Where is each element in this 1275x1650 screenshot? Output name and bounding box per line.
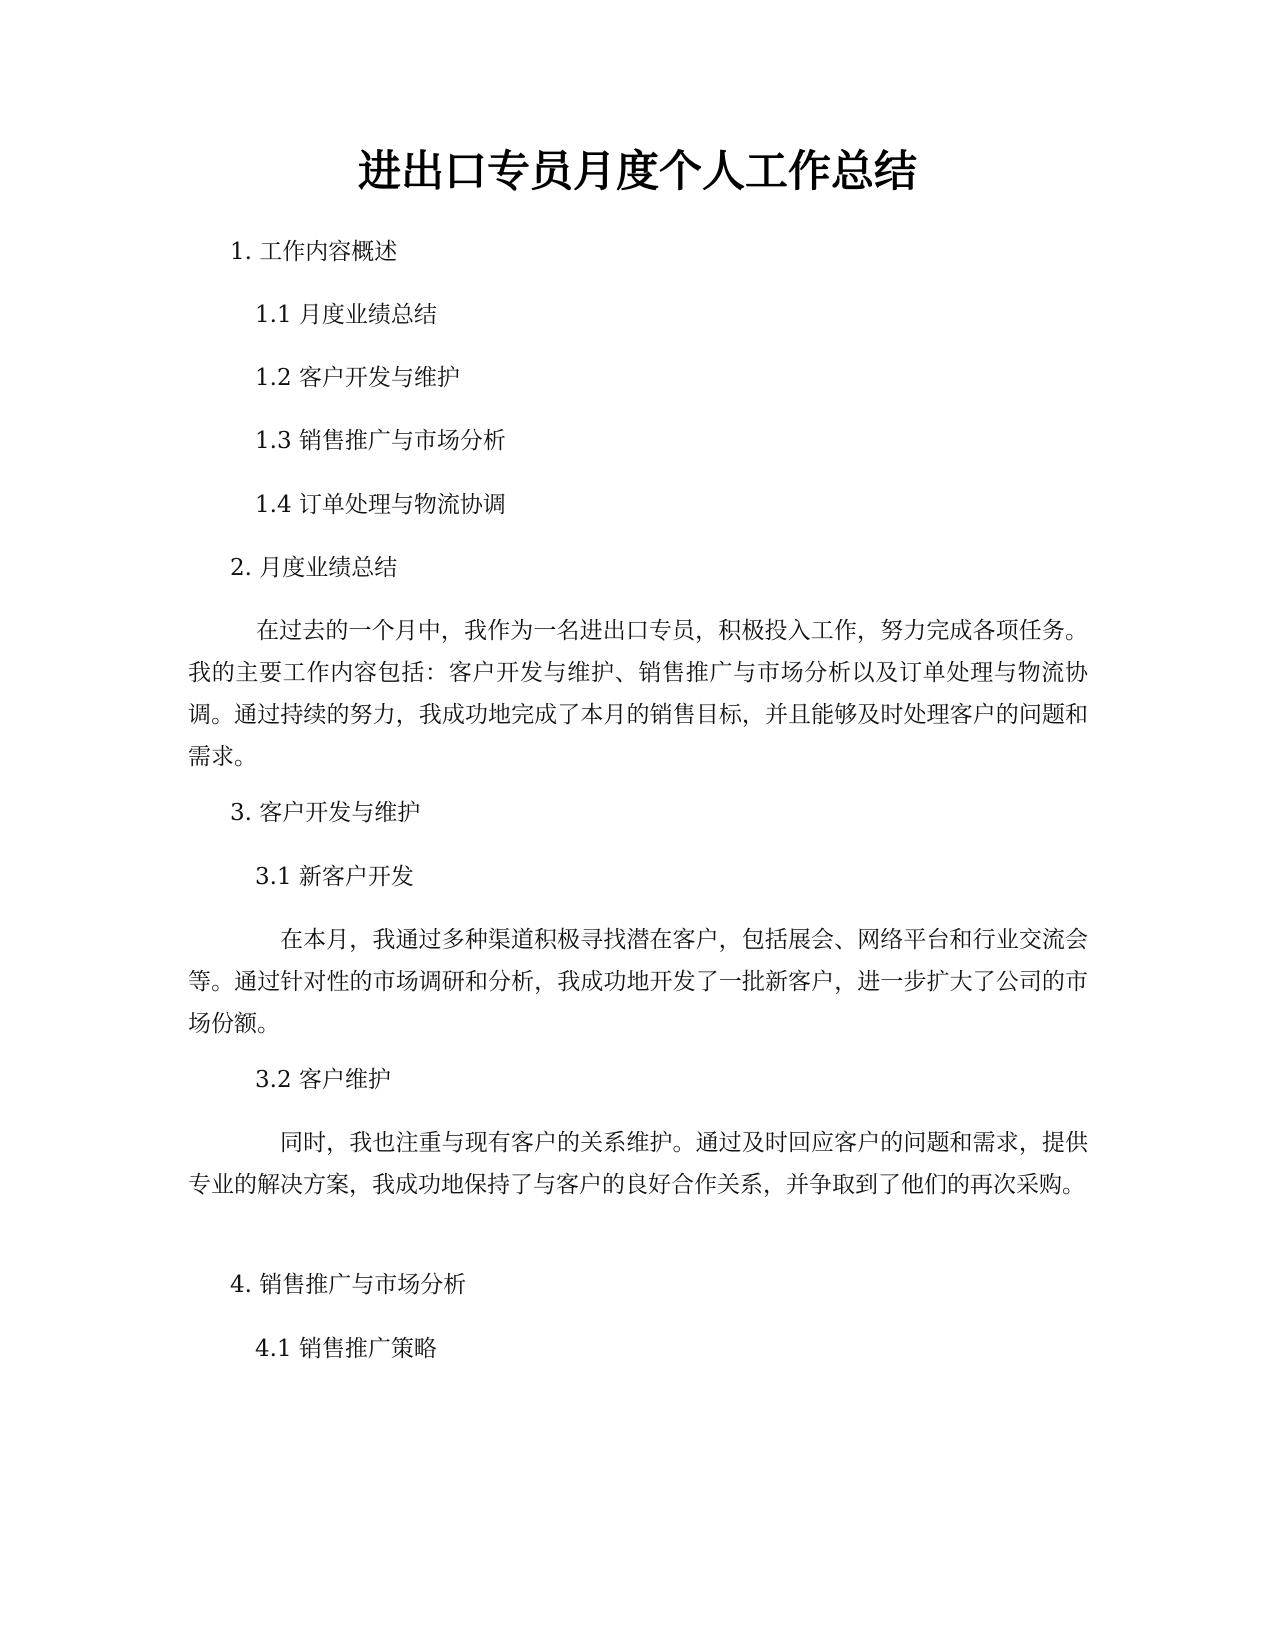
outline-item: 1.4 订单处理与物流协调 [255,492,506,518]
section-heading: 3. 客户开发与维护 [230,800,421,826]
subsection-heading: 3.2 客户维护 [255,1067,391,1093]
outline-item: 1.3 销售推广与市场分析 [255,428,506,454]
subsection-heading: 4.1 销售推广策略 [255,1336,437,1362]
subsection-paragraph: 同时，我也注重与现有客户的关系维护。通过及时回应客户的问题和需求，提供专业的解决方案，我成功地保持了与客户的良好合作关系，并争取到了他们的再次采购。 [188,1130,1088,1198]
section-heading: 2. 月度业绩总结 [230,555,398,581]
outline-item: 1.2 客户开发与维护 [255,365,460,391]
subsection-heading: 3.1 新客户开发 [255,864,414,890]
subsection-paragraph: 在本月，我通过多种渠道积极寻找潜在客户，包括展会、网络平台和行业交流会等。通过针对性的市场调研和分析，我成功地开发了一批新客户，进一步扩大了公司的市场份额。 [188,927,1088,1037]
section-heading: 4. 销售推广与市场分析 [230,1272,467,1298]
outline-heading: 1. 工作内容概述 [230,239,398,265]
document-title: 进出口专员月度个人工作总结 [358,147,917,197]
outline-item: 1.1 月度业绩总结 [255,302,437,328]
section-paragraph: 在过去的一个月中，我作为一名进出口专员，积极投入工作，努力完成各项任务。我的主要工作内容包括：客户开发与维护、销售推广与市场分析以及订单处理与物流协调。通过持续的努力，我成功地完成了本月的销售目标，并且能够及时处理客户的问题和需求。 [188,618,1088,770]
